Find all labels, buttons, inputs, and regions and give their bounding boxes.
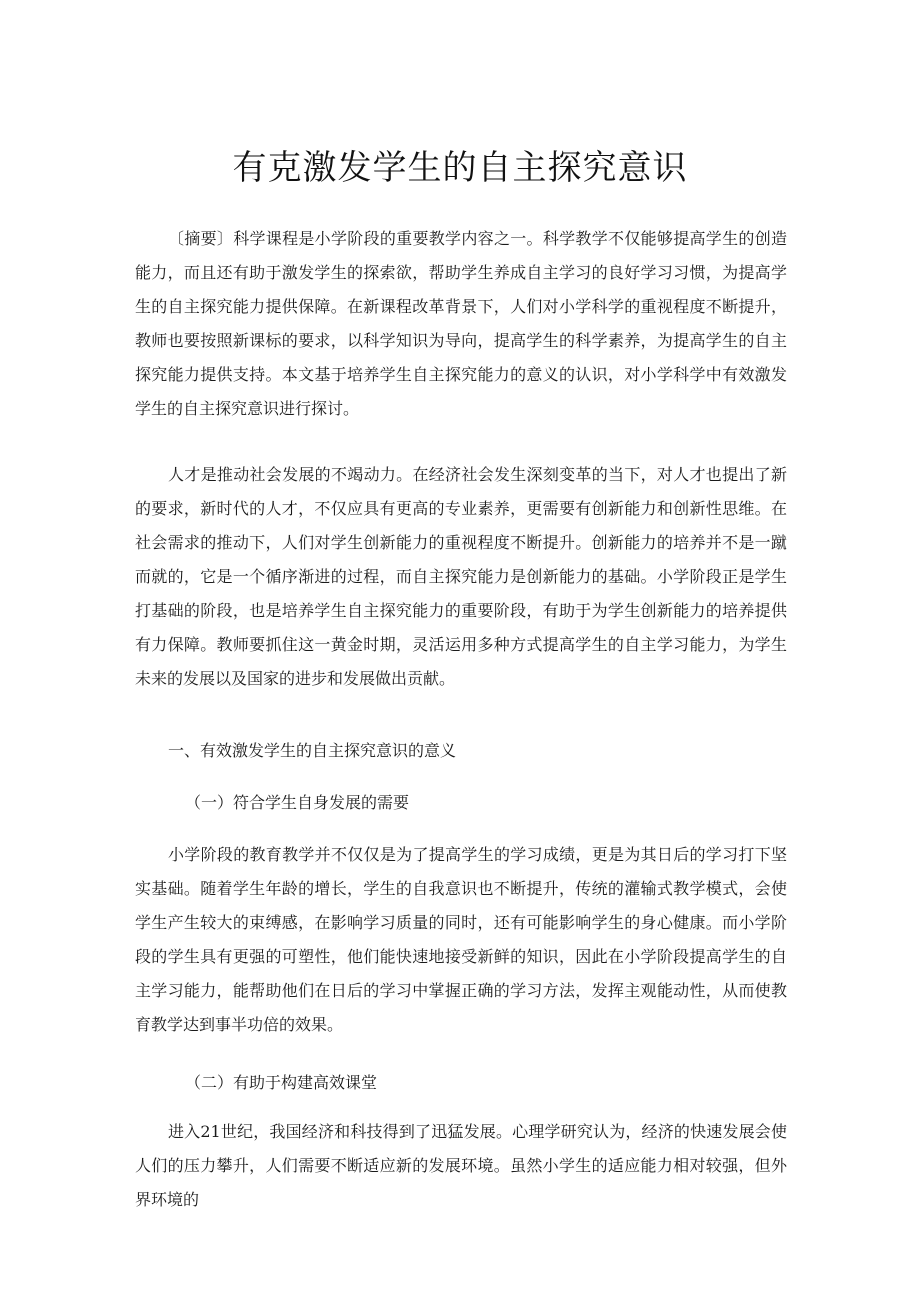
abstract-paragraph: 〔摘要〕科学课程是小学阶段的重要教学内容之一。科学教学不仅能够提高学生的创造能力，而且还有助于激发学生的探索欲，帮助学生养成自主学习的良好学习习惯，为提高学生的自主探究能力提供保障。在新课程改革背景下，人们对小学科学的重视程度不断提升，教师也要按照新课标的要求，以科学知识为导向，提高学生的科学素养，为提高学生的自主探究能力提供支持。本文基于培养学生自主探究能力的意义的认识，对小学科学中有效激发学生的自主探究意识进行探讨。 <box>135 229 787 418</box>
section-1-heading: 一、有效激发学生的自主探究意识的意义 <box>168 741 457 760</box>
subsection-1-paragraph: 小学阶段的教育教学并不仅仅是为了提高学生的学习成绩，更是为其日后的学习打下坚实基础。随着学生年龄的增长，学生的自我意识也不断提升，传统的灌输式教学模式，会使学生产生较大的束缚感，在影响学习质量的同时，还有可能影响学生的身心健康。而小学阶段的学生具有更强的可塑性，他们能快速地接受新鲜的知识，因此在小学阶段提高学生的自主学习能力，能帮助他们在日后的学习中掌握正确的学习方法，发挥主观能动性，从而使教育教学达到事半功倍的效果。 <box>135 845 787 1034</box>
subsection-2-paragraph: 进入21世纪，我国经济和科技得到了迅猛发展。心理学研究认为，经济的快速发展会使人们的压力攀升，人们需要不断适应新的发展环境。虽然小学生的适应能力相对较强，但外界环境的 <box>135 1122 787 1209</box>
subsection-2-heading: （二）有助于构建高效课堂 <box>185 1073 378 1092</box>
document-title: 有克激发学生的自主探究意识 <box>232 148 688 188</box>
intro-paragraph: 人才是推动社会发展的不竭动力。在经济社会发生深刻变革的当下，对人才也提出了新的要求，新时代的人才，不仅应具有更高的专业素养，更需要有创新能力和创新性思维。在社会需求的推动下，人们对学生创新能力的重视程度不断提升。创新能力的培养并不是一蹴而就的，它是一个循序渐进的过程，而自主探究能力是创新能力的基础。小学阶段正是学生打基础的阶段，也是培养学生自主探究能力的重要阶段，有助于为学生创新能力的培养提供有力保障。教师要抓住这一黄金时期，灵活运用多种方式提高学生的自主学习能力，为学生未来的发展以及国家的进步和发展做出贡献。 <box>135 465 787 688</box>
subsection-1-heading: （一）符合学生自身发展的需要 <box>185 793 410 812</box>
